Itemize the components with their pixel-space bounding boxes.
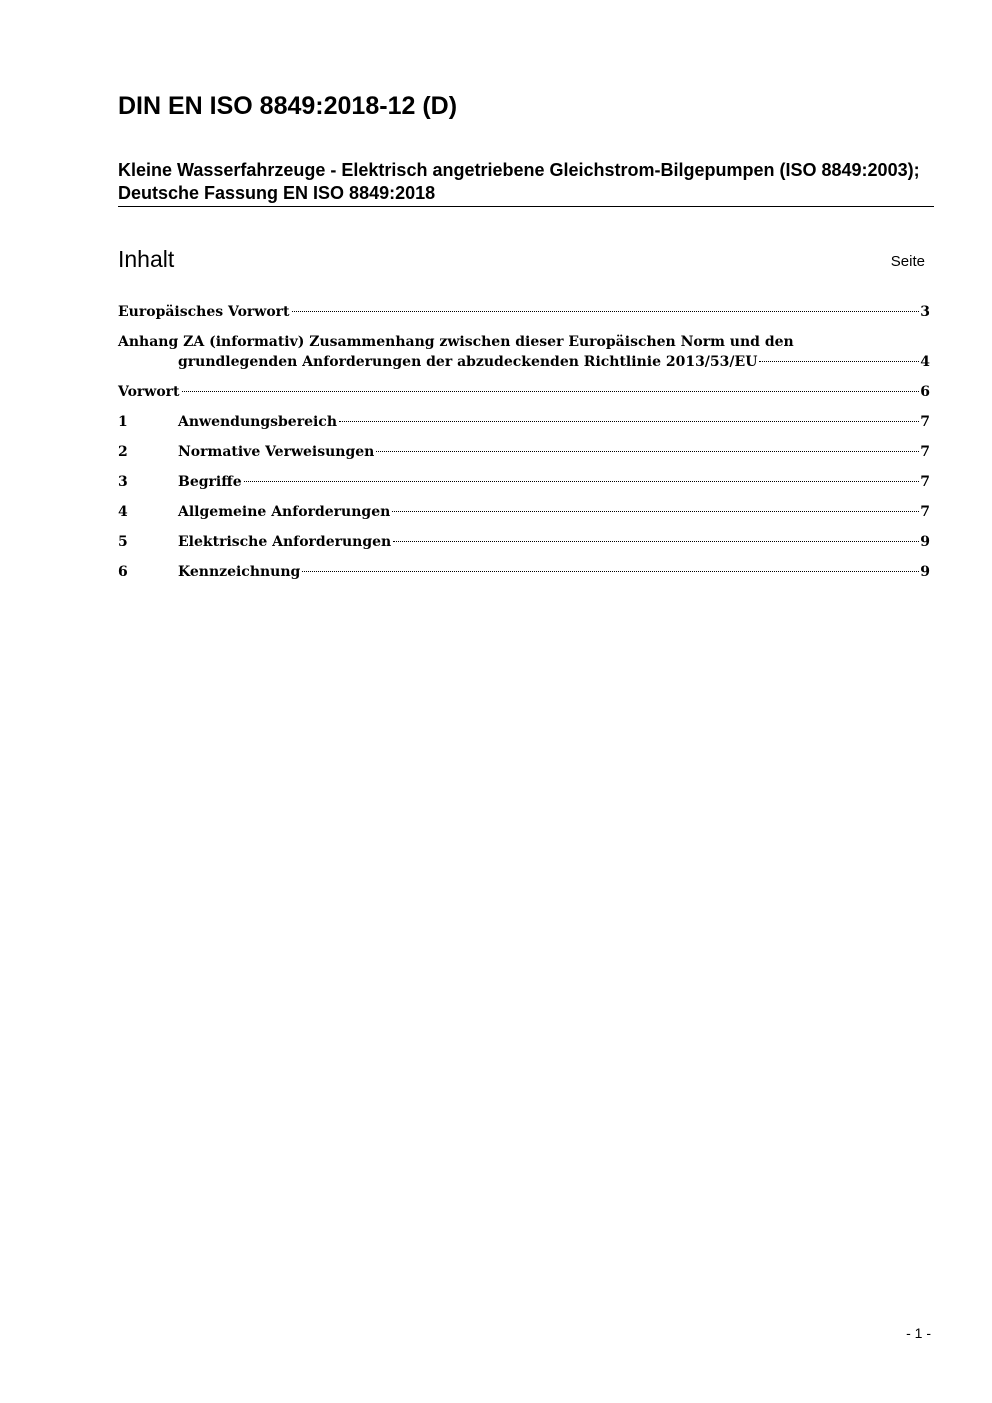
- toc-entry-number: 3: [118, 474, 128, 490]
- toc-entry-text: Anhang ZA (informativ) Zusammenhang zwischen dieser Europäischen Norm und den: [118, 334, 794, 350]
- toc-entry-elektrische-anforderungen[interactable]: [118, 532, 930, 552]
- toc-page-column-label: Seite: [890, 253, 925, 270]
- toc-dot-leader: [302, 571, 919, 572]
- toc-entry-text: Elektrische Anforderungen: [178, 534, 392, 550]
- table-of-contents: [118, 302, 930, 592]
- toc-entry-text: Europäisches Vorwort: [118, 304, 290, 320]
- toc-entry-page: 4: [920, 354, 930, 370]
- toc-dot-leader: [244, 481, 920, 482]
- toc-dot-leader: [292, 311, 920, 312]
- toc-entry-number: 5: [118, 534, 128, 550]
- toc-entry-kennzeichnung[interactable]: [118, 562, 930, 582]
- toc-entry-text: Begriffe: [178, 474, 242, 490]
- toc-dot-leader: [393, 541, 919, 542]
- toc-entry-page: 3: [920, 304, 930, 320]
- toc-entry-number: 6: [118, 564, 128, 580]
- toc-entry-page: 7: [920, 414, 930, 430]
- toc-entry-europaeisches-vorwort[interactable]: [118, 302, 930, 322]
- title-divider: [118, 206, 934, 207]
- toc-entry-page: 6: [920, 384, 930, 400]
- toc-entry-page: 9: [920, 564, 930, 580]
- toc-entry-vorwort[interactable]: [118, 382, 930, 402]
- toc-entry-text: Allgemeine Anforderungen: [178, 504, 391, 520]
- toc-entry-normative-verweisungen[interactable]: [118, 442, 930, 462]
- toc-entry-number: 2: [118, 444, 128, 460]
- toc-entry-number: 1: [118, 414, 128, 430]
- toc-dot-leader: [182, 391, 920, 392]
- toc-dot-leader: [759, 361, 919, 362]
- toc-entry-allgemeine-anforderungen[interactable]: [118, 502, 930, 522]
- document-title: DIN EN ISO 8849:2018-12 (D): [118, 92, 458, 120]
- toc-entry-page: 7: [920, 474, 930, 490]
- toc-entry-text: Kennzeichnung: [178, 564, 301, 580]
- toc-entry-text: Vorwort: [118, 384, 180, 400]
- toc-entry-number: 4: [118, 504, 128, 520]
- page-number: - 1 -: [906, 1325, 931, 1341]
- toc-entry-anhang-za[interactable]: [118, 332, 930, 372]
- document-subtitle: Kleine Wasserfahrzeuge - Elektrisch angetriebene Gleichstrom-Bilgepumpen (ISO 8849:2003); Deutsche Fassung EN ISO 8849:2018: [118, 160, 920, 203]
- toc-dot-leader: [339, 421, 919, 422]
- toc-entry-text: Normative Verweisungen: [178, 444, 375, 460]
- toc-dot-leader: [376, 451, 919, 452]
- toc-entry-page: 7: [920, 444, 930, 460]
- toc-entry-page: 9: [920, 534, 930, 550]
- toc-entry-page: 7: [920, 504, 930, 520]
- toc-dot-leader: [392, 511, 919, 512]
- toc-entry-text: Anwendungsbereich: [178, 414, 337, 430]
- toc-heading: Inhalt: [118, 246, 175, 272]
- toc-entry-anwendungsbereich[interactable]: [118, 412, 930, 432]
- toc-entry-begriffe[interactable]: [118, 472, 930, 492]
- toc-entry-text-continued: grundlegenden Anforderungen der abzudeckenden Richtlinie 2013/53/EU: [178, 354, 758, 370]
